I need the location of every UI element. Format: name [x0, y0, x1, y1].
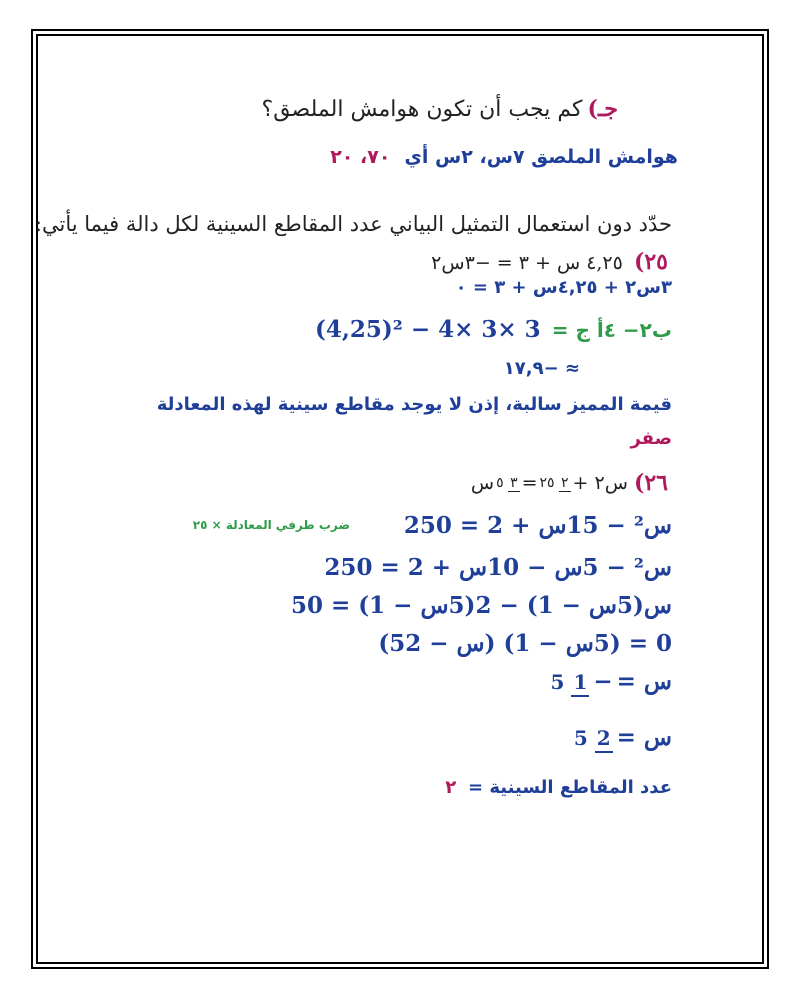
solution-2-lhs: س =: [616, 724, 672, 751]
answer-c: [0, 146, 678, 168]
solution-1-fraction: 1 5: [551, 672, 590, 692]
intercept-count-label: عدد المقاطع السينية =: [468, 777, 672, 798]
discriminant-expression: (4,25)² − 4× 3× 3: [314, 316, 541, 343]
solution-2-fraction: 2 5: [574, 728, 613, 748]
problem-26-eq-right: س: [470, 472, 495, 494]
problem-26-step2: [0, 554, 672, 581]
problem-25-equation-line: [0, 249, 668, 275]
instruction: [0, 212, 672, 236]
problem-25-discriminant: [0, 316, 672, 343]
problem-26-eq-left: س٢ +: [572, 472, 628, 494]
problem-26-step3-text: 5س(5س − 1) − 2(5س − 1) = 0: [290, 592, 672, 619]
problem-26-step2-text: 25س² − 5س − 10س + 2 = 0: [324, 554, 672, 581]
problem-25-conclusion: [0, 394, 672, 415]
solution-1-minus: −: [593, 668, 613, 695]
problem-25-step1-text: ٣س٢ + ٤,٢٥س + ٣ = ٠: [455, 277, 672, 298]
problem-26-step1: [0, 512, 672, 539]
problem-26-step4-text: (5س − 2) (5س − 1) = 0: [378, 630, 672, 657]
solution-2: [0, 724, 672, 751]
problem-25-equation: ٤,٢٥ س + ٣ = −٣س٢: [431, 252, 623, 274]
problem-25-step1: [0, 277, 672, 298]
intercept-count: [0, 777, 672, 798]
multiply-note-text: ضرب طرفي المعادلة × ٢٥: [192, 518, 350, 532]
solution-1: [0, 668, 672, 695]
page-border-inner: [36, 34, 764, 964]
question-c: [0, 96, 618, 122]
problem-25-approx: [0, 358, 580, 379]
answer-c-text: هوامش الملصق ٧س، ٢س أي: [404, 146, 678, 168]
problem-26-fraction-1: ٢ ٢٥: [539, 475, 569, 491]
problem-25-approx-value: ≈ −١٧,٩: [503, 358, 580, 379]
problem-26-equation-line: [0, 470, 668, 496]
problem-25-answer: [0, 428, 672, 449]
question-c-text: كم يجب أن تكون هوامش الملصق؟: [261, 97, 583, 122]
problem-26-number: ٢٦): [633, 470, 668, 496]
problem-25-conclusion-text: قيمة المميز سالبة، إذن لا يوجد مقاطع سينية لهذه المعادلة: [156, 394, 672, 415]
problem-26-step4: [0, 630, 672, 657]
instruction-text: حدّد دون استعمال التمثيل البياني عدد المقاطع السينية لكل دالة فيما يأتي:: [34, 212, 672, 236]
answer-c-values: ٧٠، ٢٠: [330, 146, 391, 168]
intercept-count-value: ٢: [445, 777, 457, 798]
problem-25-answer-value: صفر: [630, 428, 672, 449]
problem-26-step1-text: 25س² − 15س + 2 = 0: [403, 512, 672, 539]
discriminant-label: ب٢− ٤أ ج =: [551, 318, 672, 342]
problem-25-number: ٢٥): [633, 249, 668, 275]
question-c-marker: جـ): [587, 96, 618, 122]
problem-26-step3: [0, 592, 672, 619]
solution-1-lhs: س =: [616, 668, 672, 695]
problem-26-fraction-2: ٣ ٥: [496, 475, 518, 491]
problem-26-eq-mid: =: [521, 472, 538, 494]
